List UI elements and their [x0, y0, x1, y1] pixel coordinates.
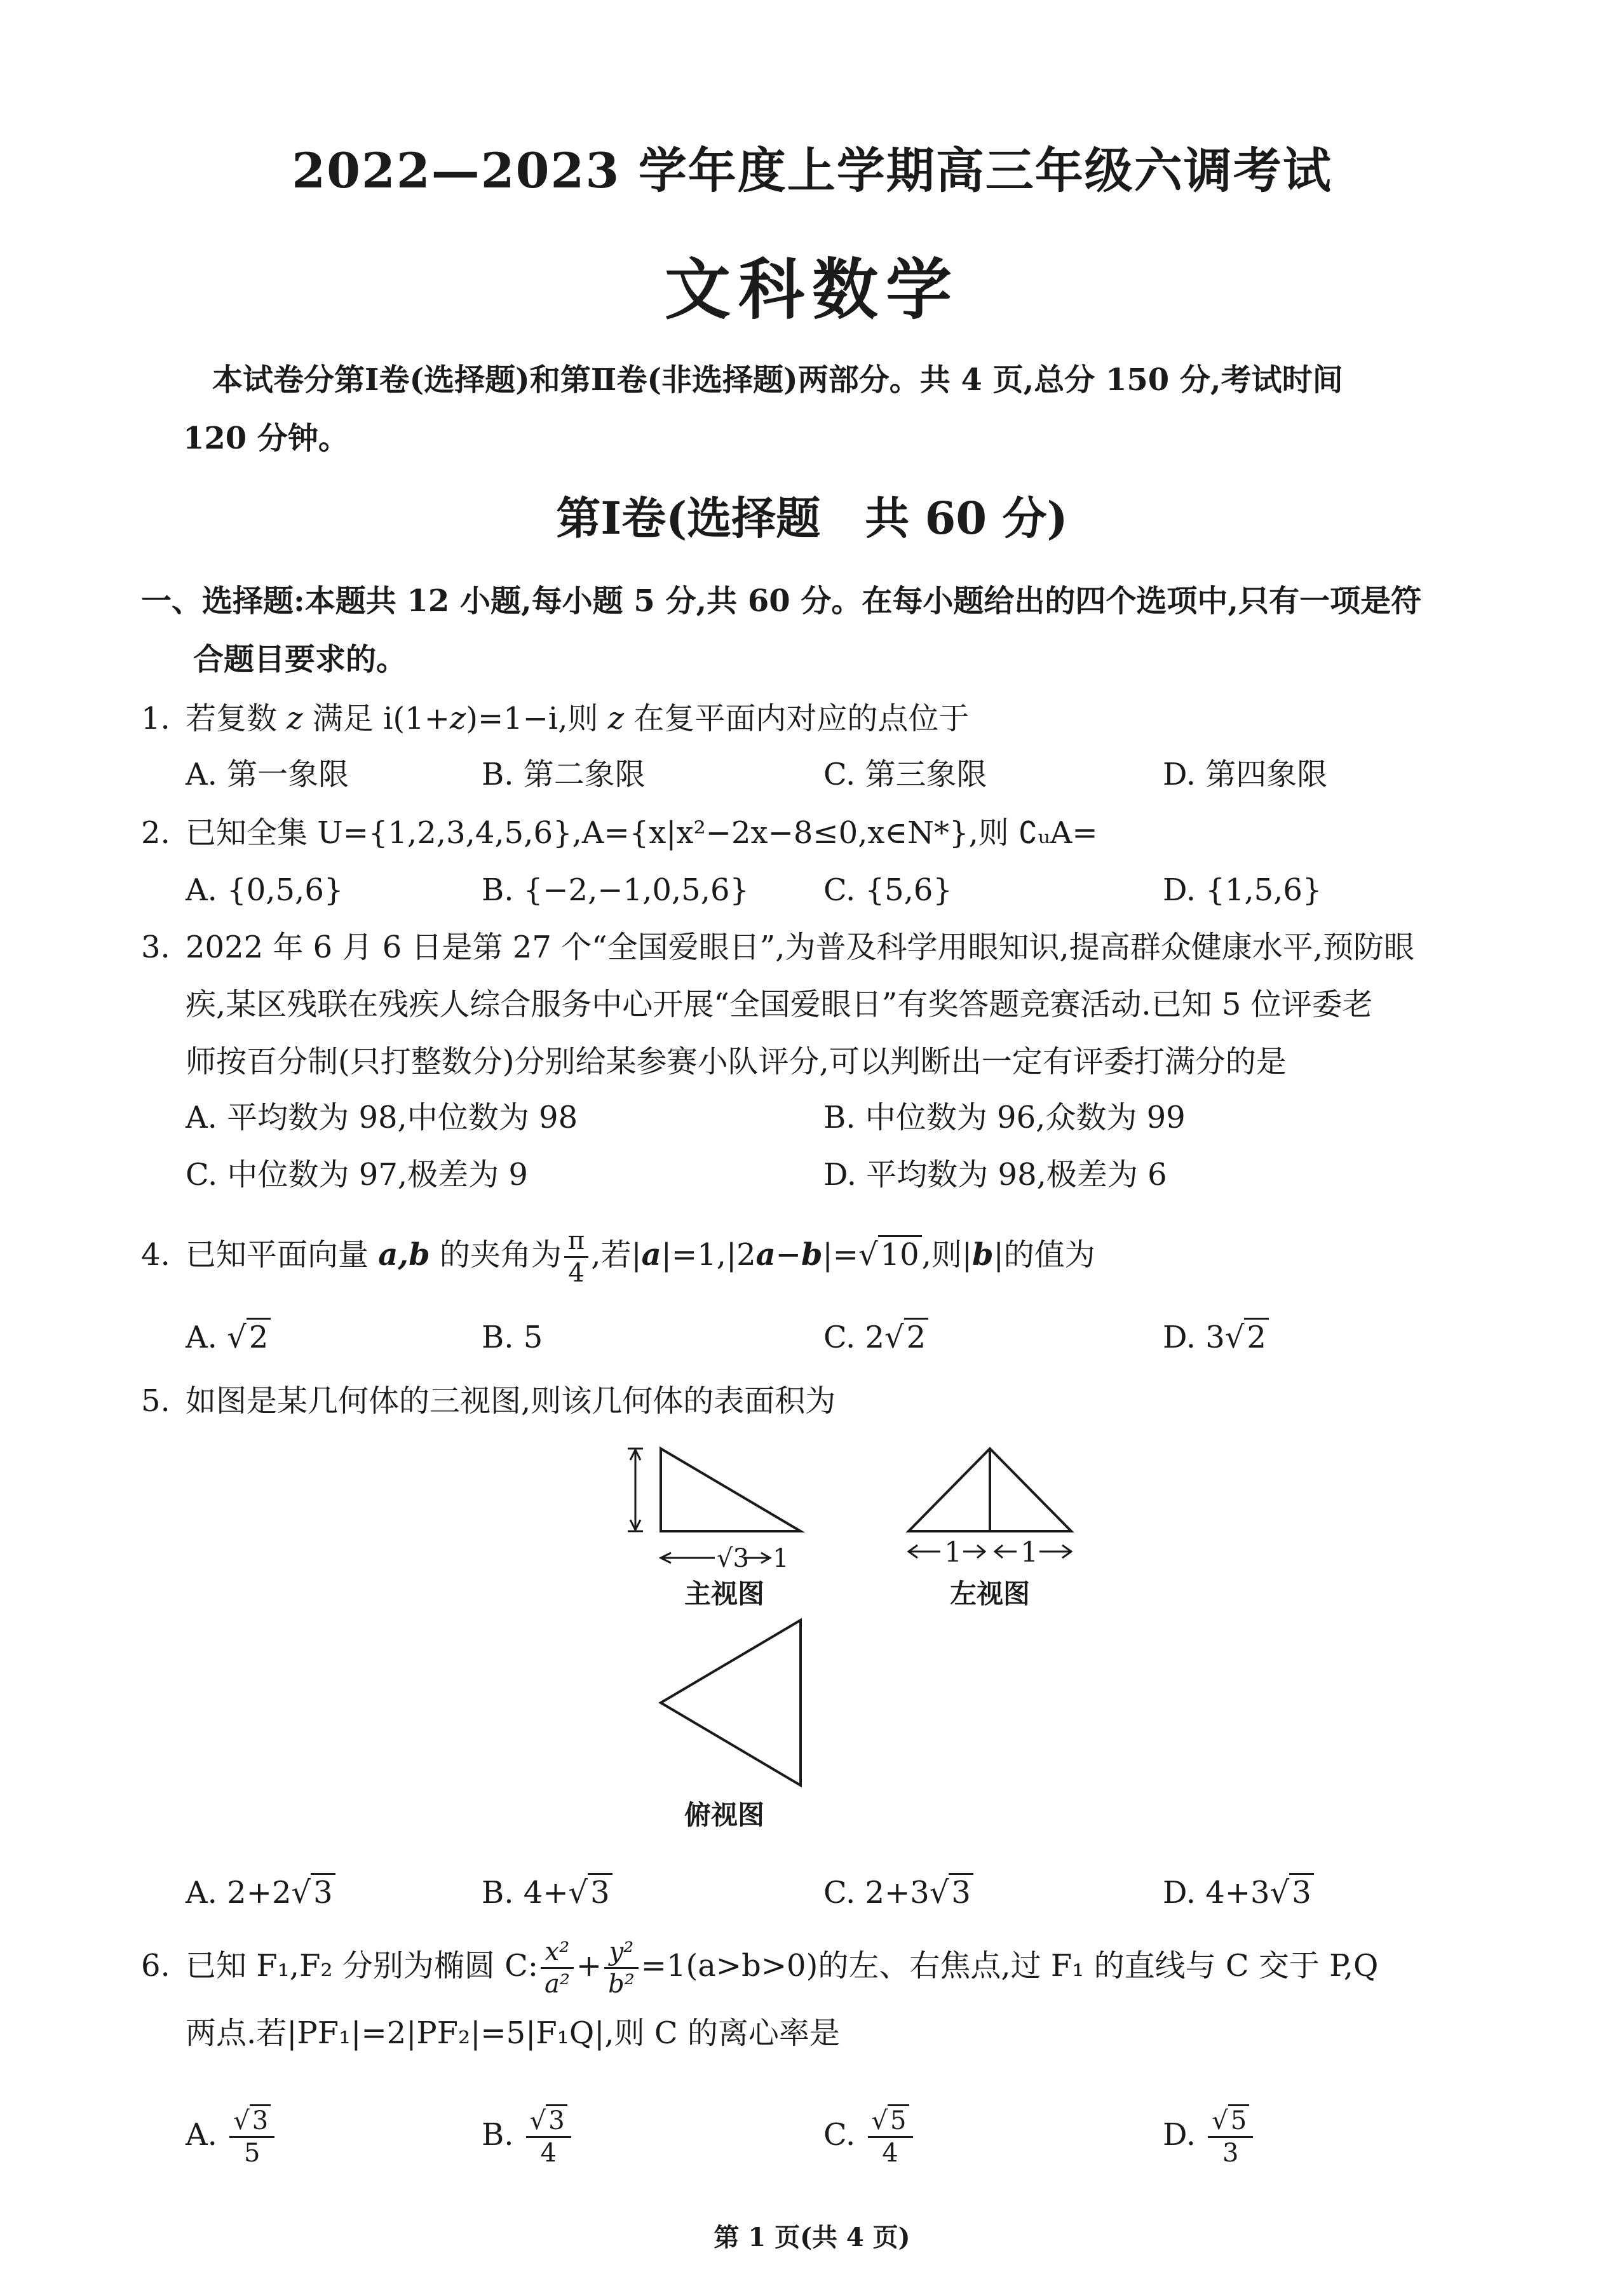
question-text-line-1: 2022 年 6 月 6 日是第 27 个“全国爱眼日”,为普及科学用眼知识,提高群众健康水平,预防眼 [186, 930, 1414, 965]
option-d[interactable]: D. 第四象限 [1163, 757, 1328, 792]
page-footer: 第 1 页(共 4 页) [714, 2222, 910, 2252]
question-3-options-row-2 [186, 1146, 1520, 1203]
vector-a: a [641, 1237, 661, 1273]
side-dim-left-1: 1 [944, 1536, 962, 1569]
question-text: − [775, 1237, 801, 1273]
question-number: 1. [141, 701, 170, 736]
question-3 [141, 919, 1539, 1090]
question-6 [141, 1929, 1539, 2064]
radicand: 3 [546, 2104, 567, 2135]
question-text: ,则| [921, 1237, 973, 1273]
question-text: =1(a>b>0)的左、右焦点,过 F₁ 的直线与 C 交于 P,Q [640, 1948, 1379, 1984]
front-dim-sqrt3: √3 [717, 1544, 749, 1573]
question-text: 如图是某几何体的三视图,则该几何体的表面积为 [186, 1383, 836, 1419]
option-d[interactable]: D. $\frac{√ 5}{3}$ [1163, 2090, 1255, 2179]
math-variable: z [449, 701, 466, 736]
question-text: 满足 i(1+ [302, 701, 450, 736]
instructions-line-1: 本试卷分第Ⅰ卷(选择题)和第Ⅱ卷(非选择题)两部分。共 4 页,总分 150 分,考试时间 [212, 362, 1343, 398]
vector-b: b [972, 1237, 994, 1273]
option-label: A. 2+2 [186, 1875, 292, 1911]
radicand: 3 [949, 1873, 973, 1911]
question-text: )=1−i,则 [466, 701, 608, 736]
math-variable: z [287, 701, 303, 736]
plus-sign: + [576, 1948, 602, 1984]
exam-instructions [183, 351, 1530, 468]
option-c[interactable]: C. $\frac{√ 5}{4}$ [823, 2090, 916, 2179]
option-label: D. 4+3 [1163, 1875, 1270, 1911]
option-b[interactable]: B. $\frac{√ 3}{4}$ [482, 2090, 574, 2179]
option-label: B. [482, 2117, 514, 2153]
option-a[interactable]: A. 2+2√3 [186, 1864, 335, 1921]
fraction-numerator: π [564, 1226, 588, 1258]
side-view-label: 左视图 [949, 1578, 1030, 1609]
section-title: 第Ⅰ卷(选择题 共 60 分) [556, 492, 1068, 544]
part-heading [141, 572, 1539, 689]
question-number: 2. [141, 815, 170, 851]
question-text: 若复数 [186, 701, 287, 736]
option-a[interactable]: A. 平均数为 98,中位数为 98 [186, 1100, 578, 1135]
option-a[interactable]: A. √2 [186, 1309, 271, 1366]
option-label: D. 3 [1163, 1320, 1225, 1355]
fraction-numerator: x² [541, 1937, 574, 1969]
vector-b: b [801, 1237, 823, 1273]
fraction-denominator: 3 [1222, 2139, 1239, 2168]
option-label: A. [186, 1320, 227, 1355]
question-text: |的值为 [993, 1237, 1095, 1273]
front-dim-1: 1 [773, 1544, 789, 1573]
math-variable: z [607, 701, 625, 736]
radicand: 2 [247, 1318, 271, 1355]
option-label: C. [823, 2117, 856, 2153]
radicand: 3 [250, 2104, 271, 2135]
question-text-line-2: 疾,某区残联在残疾人综合服务中心开展“全国爱眼日”有奖答题竞赛活动.已知 5 位评委老 [186, 987, 1373, 1022]
fraction-denominator: a² [545, 1970, 570, 1999]
question-text: |=1,|2 [661, 1237, 756, 1273]
radicand: 10 [878, 1235, 922, 1273]
option-a[interactable]: A. {0,5,6} [186, 872, 344, 908]
top-view-triangle [661, 1620, 801, 1785]
question-text: 已知 F₁,F₂ 分别为椭圆 C: [186, 1948, 539, 1984]
radicand: 5 [888, 2104, 909, 2135]
option-label: A. [186, 2117, 217, 2153]
option-b[interactable]: B. 5 [482, 1320, 543, 1355]
question-number: 4. [141, 1237, 170, 1273]
vector-a: a [755, 1237, 776, 1273]
question-text: |= [822, 1237, 858, 1273]
option-b[interactable]: B. {−2,−1,0,5,6} [482, 872, 750, 908]
fraction-denominator: b² [608, 1970, 635, 1999]
square-root: √10 [858, 1220, 922, 1290]
instructions-line-2: 120 分钟。 [183, 421, 349, 456]
option-b[interactable]: B. 4+√3 [482, 1864, 612, 1921]
radicand: 3 [588, 1873, 612, 1911]
option-label: B. 4+ [482, 1875, 569, 1911]
question-5 [141, 1372, 1539, 1430]
option-label: C. 2 [823, 1320, 885, 1355]
question-1-options [186, 746, 1520, 803]
option-d[interactable]: D. {1,5,6} [1163, 872, 1322, 908]
radicand: 3 [311, 1873, 335, 1911]
option-d[interactable]: D. 平均数为 98,极差为 6 [823, 1157, 1167, 1193]
question-text: 已知平面向量 [186, 1237, 379, 1273]
option-label: C. 2+3 [823, 1875, 930, 1911]
question-2 [141, 804, 1539, 862]
option-c[interactable]: C. 2+3√3 [823, 1864, 973, 1921]
question-2-options [186, 862, 1520, 919]
front-view-label: 主视图 [684, 1578, 764, 1609]
top-view-label: 俯视图 [684, 1799, 764, 1830]
part-heading-line-2: 合题目要求的。 [193, 642, 407, 677]
question-number: 3. [141, 930, 170, 965]
radicand: 2 [904, 1318, 929, 1355]
front-view-triangle [661, 1449, 801, 1531]
question-text-line-2: 两点.若|PF₁|=2|PF₂|=5|F₁Q|,则 C 的离心率是 [186, 2015, 840, 2051]
fraction-denominator: 5 [243, 2139, 261, 2168]
option-c[interactable]: C. {5,6} [823, 872, 952, 908]
option-b[interactable]: B. 第二象限 [482, 757, 646, 792]
question-number: 6. [141, 1948, 170, 1984]
option-c[interactable]: C. 第三象限 [823, 757, 987, 792]
fraction-denominator: 4 [882, 2139, 898, 2168]
question-1 [141, 690, 1539, 747]
option-c[interactable]: C. 2√2 [823, 1309, 928, 1366]
option-a[interactable]: A. 第一象限 [186, 757, 349, 792]
vector-symbols: a,b [378, 1237, 430, 1273]
question-text: 在复平面内对应的点位于 [624, 701, 970, 736]
radicand: 2 [1244, 1318, 1269, 1355]
fraction-pi-over-4 [564, 1226, 588, 1288]
exam-title: 2022—2023 学年度上学期高三年级六调考试 [292, 142, 1332, 199]
radicand: 5 [1228, 2104, 1249, 2135]
option-label: D. [1163, 2117, 1196, 2153]
three-view-figure [610, 1436, 1093, 1843]
question-number: 5. [141, 1383, 170, 1419]
fraction-numerator: y² [604, 1937, 639, 1969]
option-a[interactable]: A. $\frac{√ 3}{5}$ [186, 2090, 277, 2179]
question-text-line-3: 师按百分制(只打整数分)分别给某参赛小队评分,可以判断出一定有评委打满分的是 [186, 1044, 1287, 1079]
question-text: 已知全集 U={1,2,3,4,5,6},A={x|x²−2x−8≤0,x∈N*},则 ∁ᵤA= [186, 815, 1098, 851]
part-heading-line-1: 一、选择题:本题共 12 小题,每小题 5 分,共 60 分。在每小题给出的四个选项中,只有一项是符 [141, 583, 1422, 619]
question-text: 的夹角为 [430, 1237, 562, 1273]
question-3-options-row-1 [186, 1089, 1520, 1146]
question-5-options [186, 1864, 1520, 1921]
question-6-options [186, 2090, 1520, 2179]
option-c[interactable]: C. 中位数为 97,极差为 9 [186, 1157, 528, 1193]
radicand: 3 [1289, 1873, 1314, 1911]
fraction-x2-over-a2 [541, 1937, 574, 1999]
option-d[interactable]: D. 4+3√3 [1163, 1864, 1314, 1921]
option-b[interactable]: B. 中位数为 96,众数为 99 [823, 1100, 1186, 1135]
fraction-denominator: 4 [540, 2139, 557, 2168]
question-4 [141, 1220, 1539, 1290]
subject-title: 文科数学 [664, 250, 959, 328]
fraction-denominator: 4 [568, 1259, 585, 1288]
question-text: ,若| [591, 1237, 642, 1273]
option-d[interactable]: D. 3√2 [1163, 1309, 1269, 1366]
fraction-y2-over-b2 [604, 1937, 639, 1999]
side-dim-right-1: 1 [1020, 1536, 1038, 1569]
question-4-options [186, 1309, 1520, 1366]
